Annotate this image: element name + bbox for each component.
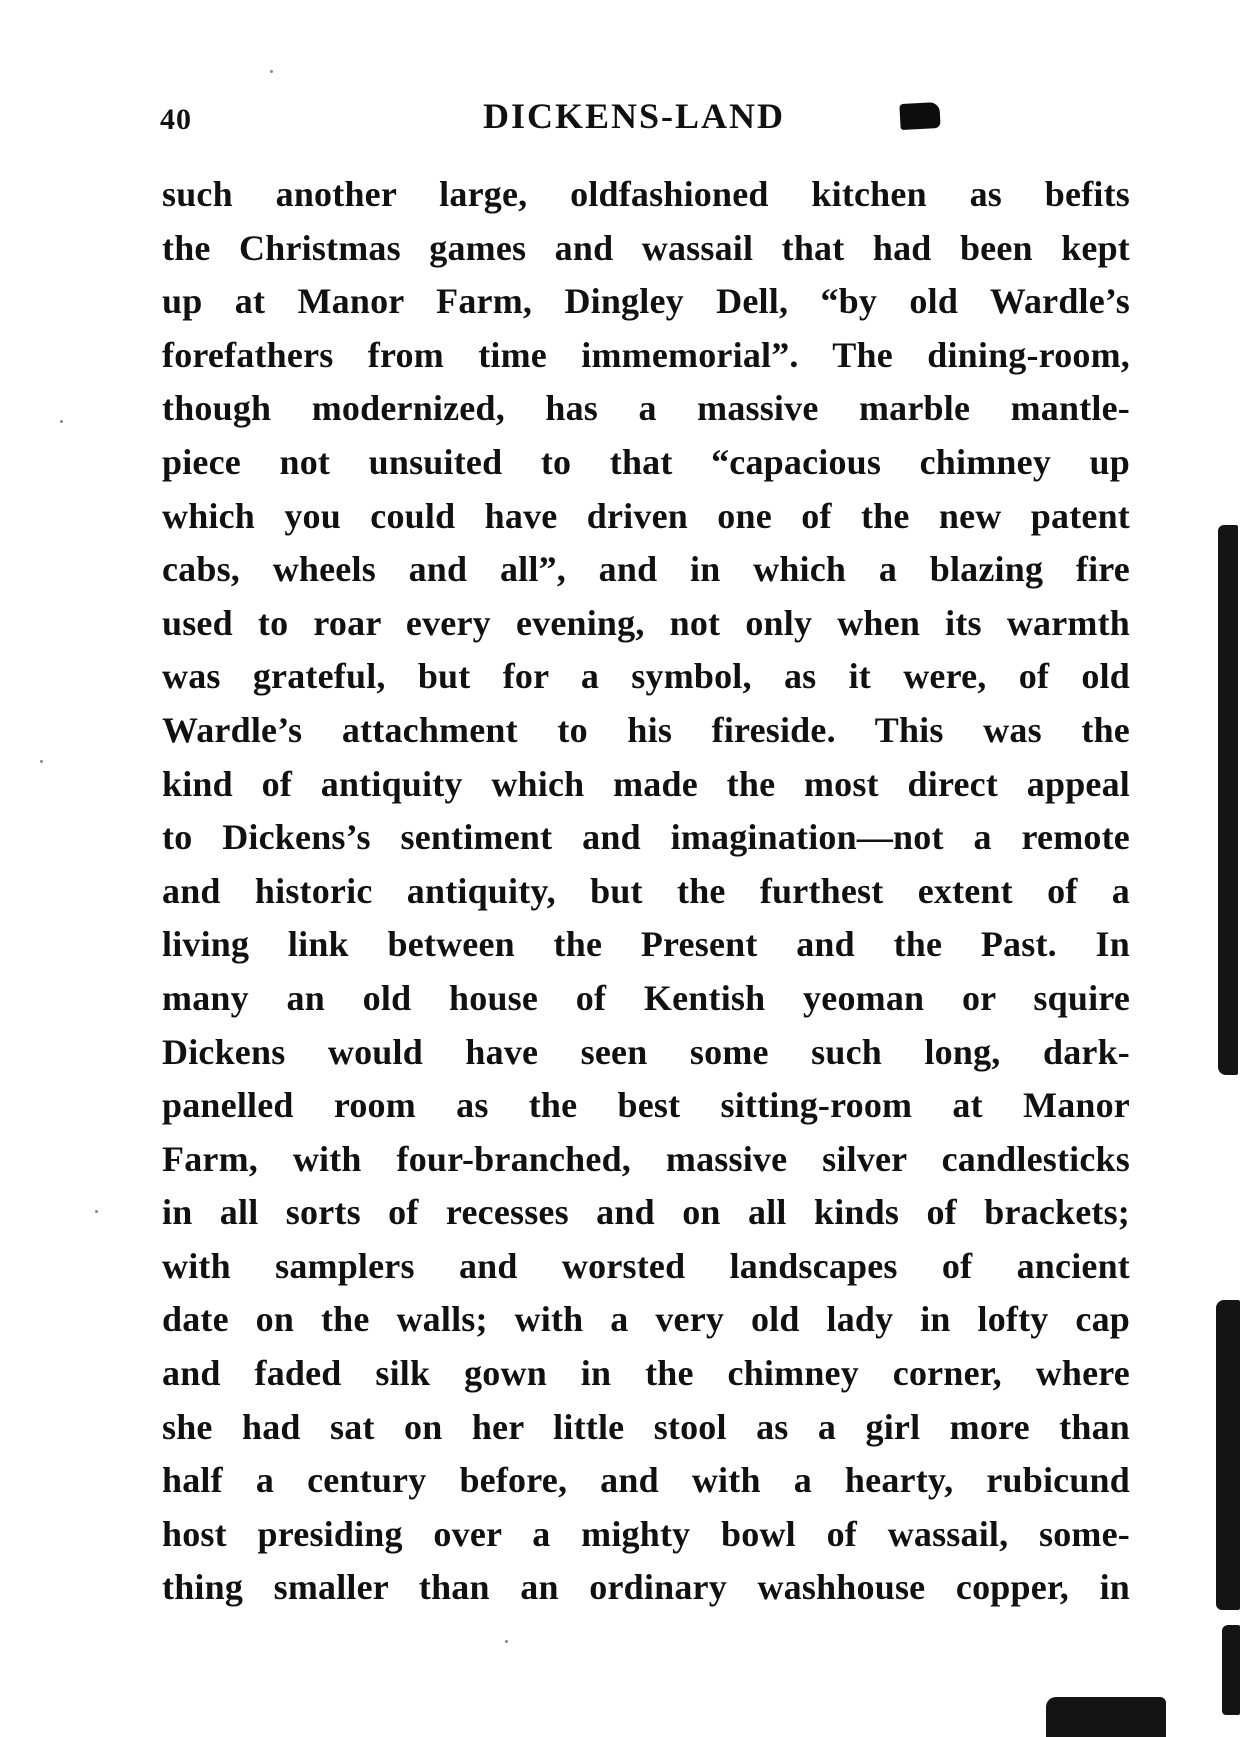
ink-blot [899, 102, 940, 130]
text-line: forefathers from time immemorial”. The dining-room, [162, 334, 1130, 375]
scan-speck [95, 1210, 98, 1213]
text-line: thing smaller than an ordinary washhouse copper, in [162, 1567, 1130, 1608]
text-line: up at Manor Farm, Dingley Dell, “by old Wardle’s [162, 281, 1130, 322]
text-line: kind of antiquity which made the most direct appeal [162, 763, 1130, 804]
text-line: piece not unsuited to that “capacious chimney up [162, 441, 1130, 482]
text-line: in all sorts of recesses and on all kinds of brackets; [162, 1192, 1130, 1233]
page-header [160, 95, 1130, 145]
scan-edge-shadow [1216, 1300, 1240, 1610]
body-text [162, 168, 1130, 1615]
scan-speck [60, 420, 63, 423]
text-line: and historic antiquity, but the furthest extent of a [162, 870, 1130, 911]
scan-speck [40, 760, 43, 763]
text-line: Wardle’s attachment to his fireside. This was the [162, 709, 1130, 750]
text-line: date on the walls; with a very old lady in lofty cap [162, 1299, 1130, 1340]
text-line: living link between the Present and the Past. In [162, 924, 1130, 965]
text-line: host presiding over a mighty bowl of wassail, some- [162, 1513, 1130, 1554]
running-head: DICKENS-LAND [483, 96, 786, 136]
text-line: was grateful, but for a symbol, as it were, of old [162, 656, 1130, 697]
text-line: cabs, wheels and all”, and in which a blazing fire [162, 549, 1130, 590]
scan-corner-shadow [1046, 1697, 1166, 1737]
text-line: such another large, oldfashioned kitchen as befits [162, 174, 1130, 214]
text-line: panelled room as the best sitting-room at Manor [162, 1085, 1130, 1126]
text-line: the Christmas games and wassail that had been kept [162, 227, 1130, 268]
text-line: half a century before, and with a hearty, rubicund [162, 1460, 1130, 1501]
scan-speck [270, 70, 273, 73]
text-line: Dickens would have seen some such long, dark- [162, 1031, 1130, 1072]
text-line: many an old house of Kentish yeoman or squire [162, 977, 1130, 1018]
text-line: though modernized, has a massive marble mantle- [162, 388, 1130, 429]
text-line: used to roar every evening, not only when its warmth [162, 602, 1130, 643]
text-line: to Dickens’s sentiment and imagination—not a remote [162, 817, 1130, 858]
text-line: and faded silk gown in the chimney corner, where [162, 1353, 1130, 1394]
page-number: 40 [160, 103, 192, 136]
text-line: Farm, with four-branched, massive silver candlesticks [162, 1138, 1130, 1179]
scan-edge-shadow [1222, 1625, 1240, 1715]
scan-edge-shadow [1218, 525, 1238, 1075]
text-line: with samplers and worsted landscapes of ancient [162, 1245, 1130, 1286]
text-line: which you could have driven one of the new patent [162, 495, 1130, 536]
scan-speck [505, 1640, 508, 1643]
text-line: she had sat on her little stool as a girl more than [162, 1406, 1130, 1447]
